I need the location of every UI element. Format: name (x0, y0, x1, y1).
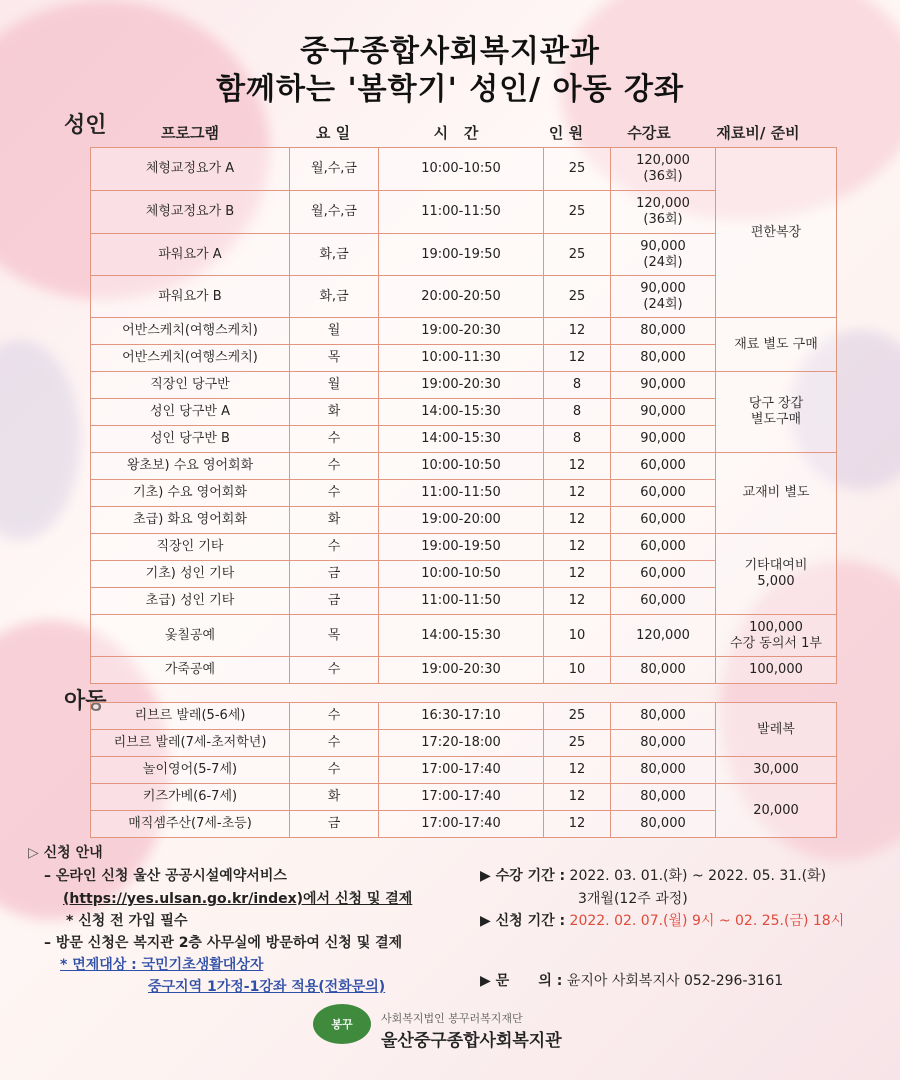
info-heading-text: 신청 안내 (43, 845, 103, 861)
fee-cell: 80,000 (611, 757, 716, 784)
capacity-cell: 12 (544, 784, 611, 811)
program-name-cell: 직장인 기타 (91, 534, 290, 561)
program-name-cell: 직장인 당구반 (91, 372, 290, 399)
program-name-cell: 왕초보) 수요 영어회화 (91, 453, 290, 480)
days-cell: 금 (290, 811, 379, 838)
time-cell: 10:00-10:50 (379, 561, 544, 588)
capacity-cell: 12 (544, 561, 611, 588)
fee-cell: 60,000 (611, 561, 716, 588)
header-capacity: 인 원 (548, 124, 584, 142)
fee-cell: 80,000 (611, 318, 716, 345)
time-cell: 14:00-15:30 (379, 399, 544, 426)
time-cell: 17:00-17:40 (379, 784, 544, 811)
capacity-cell: 12 (544, 480, 611, 507)
time-cell: 16:30-17:10 (379, 703, 544, 730)
program-name-cell: 초급) 화요 영어회화 (91, 507, 290, 534)
page-title-line2: 함께하는 '봄학기' 성인/ 아동 강좌 (216, 72, 684, 107)
capacity-cell: 12 (544, 318, 611, 345)
capacity-cell: 12 (544, 534, 611, 561)
days-cell: 월,수,금 (290, 191, 379, 234)
dash-marker: – (44, 935, 56, 951)
fee-cell: 60,000 (611, 588, 716, 615)
capacity-cell: 12 (544, 507, 611, 534)
fee-cell: 80,000 (611, 811, 716, 838)
org-logo: 봉꾸 (313, 1004, 371, 1044)
time-cell: 19:00-19:50 (379, 234, 544, 276)
days-cell: 월 (290, 318, 379, 345)
days-cell: 화 (290, 784, 379, 811)
page-title-line1: 중구종합사회복지관과 (300, 34, 600, 69)
days-cell: 수 (290, 480, 379, 507)
days-cell: 금 (290, 561, 379, 588)
days-cell: 월,수,금 (290, 148, 379, 191)
days-cell: 화 (290, 399, 379, 426)
days-cell: 수 (290, 757, 379, 784)
online-apply-url[interactable]: (https://yes.ulsan.go.kr/index)에서 신청 및 결제 (63, 891, 413, 907)
program-name-cell: 리브르 발레(7세-초저학년) (91, 730, 290, 757)
days-cell: 화,금 (290, 276, 379, 318)
capacity-cell: 8 (544, 426, 611, 453)
contact-value: 윤지아 사회복지사 052-296-3161 (566, 973, 784, 989)
fee-cell: 80,000 (611, 657, 716, 684)
dash-marker: – (44, 868, 56, 884)
days-cell: 수 (290, 657, 379, 684)
fee-cell: 90,000 (611, 372, 716, 399)
materials-cell: 기타대여비 5,000 (716, 534, 837, 615)
time-cell: 10:00-11:30 (379, 345, 544, 372)
table-row (91, 757, 837, 784)
section-label-child: 아동 (64, 689, 107, 714)
fee-cell: 120,000 (36회) (611, 148, 716, 191)
days-cell: 화,금 (290, 234, 379, 276)
time-cell: 19:00-20:30 (379, 372, 544, 399)
materials-cell: 편한복장 (716, 148, 837, 318)
table-row (91, 148, 837, 191)
materials-cell: 100,000 수강 동의서 1부 (716, 615, 837, 657)
program-name-cell: 성인 당구반 A (91, 399, 290, 426)
time-cell: 14:00-15:30 (379, 426, 544, 453)
program-name-cell: 어반스케치(여행스케치) (91, 318, 290, 345)
program-name-cell: 리브르 발레(5-6세) (91, 703, 290, 730)
capacity-cell: 25 (544, 191, 611, 234)
days-cell: 금 (290, 588, 379, 615)
fee-cell: 120,000 (611, 615, 716, 657)
program-name-cell: 매직셈주산(7세-초등) (91, 811, 290, 838)
materials-cell: 100,000 (716, 657, 837, 684)
days-cell: 수 (290, 703, 379, 730)
days-cell: 수 (290, 453, 379, 480)
course-period-value: 2022. 03. 01.(화) ~ 2022. 05. 31.(화) (569, 868, 827, 884)
capacity-cell: 25 (544, 276, 611, 318)
child-course-table (90, 702, 837, 838)
course-period (480, 865, 826, 885)
fee-cell: 60,000 (611, 507, 716, 534)
contact-line (480, 970, 783, 990)
table-row (91, 372, 837, 399)
time-cell: 17:00-17:40 (379, 811, 544, 838)
exempt-target-line: * 면제대상 : 국민기초생활대상자 (60, 957, 264, 973)
materials-cell: 발레복 (716, 703, 837, 757)
time-cell: 20:00-20:50 (379, 276, 544, 318)
info-heading (28, 842, 103, 862)
contact-label: ▶ 문 의 : (480, 973, 563, 989)
adult-course-table (90, 147, 837, 684)
capacity-cell: 10 (544, 657, 611, 684)
program-name-cell: 옻칠공예 (91, 615, 290, 657)
program-name-cell: 놀이영어(5-7세) (91, 757, 290, 784)
time-cell: 19:00-20:30 (379, 657, 544, 684)
apply-period-value: 2022. 02. 07.(월) 9시 ~ 02. 25.(금) 18시 (569, 913, 845, 929)
days-cell: 화 (290, 507, 379, 534)
program-name-cell: 기초) 성인 기타 (91, 561, 290, 588)
capacity-cell: 12 (544, 811, 611, 838)
days-cell: 수 (290, 730, 379, 757)
program-name-cell: 키즈가베(6-7세) (91, 784, 290, 811)
fee-cell: 80,000 (611, 703, 716, 730)
capacity-cell: 25 (544, 730, 611, 757)
time-cell: 10:00-10:50 (379, 148, 544, 191)
time-cell: 19:00-20:00 (379, 507, 544, 534)
materials-cell: 20,000 (716, 784, 837, 838)
capacity-cell: 12 (544, 757, 611, 784)
materials-cell: 30,000 (716, 757, 837, 784)
days-cell: 목 (290, 345, 379, 372)
header-materials: 재료비/ 준비 (716, 124, 800, 142)
online-apply-note: * 신청 전 가입 필수 (66, 913, 188, 929)
table-row (91, 657, 837, 684)
visit-apply-line (44, 932, 402, 952)
table-row (91, 534, 837, 561)
capacity-cell: 25 (544, 703, 611, 730)
fee-cell: 90,000 (611, 399, 716, 426)
visit-apply-text: 방문 신청은 복지관 2층 사무실에 방문하여 신청 및 결제 (55, 935, 403, 951)
time-cell: 11:00-11:50 (379, 191, 544, 234)
table-row (91, 453, 837, 480)
fee-cell: 60,000 (611, 453, 716, 480)
time-cell: 17:20-18:00 (379, 730, 544, 757)
online-apply-text: 온라인 신청 울산 공공시설예약서비스 (55, 868, 287, 884)
header-fee: 수강료 (627, 124, 671, 142)
capacity-cell: 25 (544, 148, 611, 191)
table-row (91, 615, 837, 657)
header-program: 프로그램 (161, 124, 219, 142)
fee-cell: 90,000 (24회) (611, 276, 716, 318)
days-cell: 목 (290, 615, 379, 657)
decorative-leaves (0, 340, 80, 540)
program-name-cell: 기초) 수요 영어회화 (91, 480, 290, 507)
days-cell: 수 (290, 534, 379, 561)
materials-cell: 교재비 별도 (716, 453, 837, 534)
capacity-cell: 12 (544, 588, 611, 615)
time-cell: 19:00-19:50 (379, 534, 544, 561)
days-cell: 수 (290, 426, 379, 453)
header-days: 요 일 (315, 124, 351, 142)
program-name-cell: 가죽공예 (91, 657, 290, 684)
time-cell: 10:00-10:50 (379, 453, 544, 480)
time-cell: 11:00-11:50 (379, 480, 544, 507)
exempt-target-detail: 중구지역 1가정-1강좌 적용(전화문의) (148, 979, 386, 995)
time-cell: 14:00-15:30 (379, 615, 544, 657)
days-cell: 월 (290, 372, 379, 399)
triangle-icon: ▷ (28, 845, 39, 861)
course-period-label: ▶ 수강 기간 : (480, 868, 566, 884)
table-row (91, 703, 837, 730)
fee-cell: 60,000 (611, 534, 716, 561)
header-time: 시 간 (433, 124, 479, 142)
org-name: 울산중구종합사회복지관 (381, 1031, 562, 1051)
online-apply-line (44, 865, 287, 885)
program-name-cell: 파워요가 A (91, 234, 290, 276)
apply-period (480, 910, 844, 930)
program-name-cell: 체형교정요가 A (91, 148, 290, 191)
program-name-cell: 성인 당구반 B (91, 426, 290, 453)
capacity-cell: 25 (544, 234, 611, 276)
apply-period-label: ▶ 신청 기간 : (480, 913, 566, 929)
program-name-cell: 초급) 성인 기타 (91, 588, 290, 615)
capacity-cell: 12 (544, 345, 611, 372)
capacity-cell: 12 (544, 453, 611, 480)
table-row (91, 784, 837, 811)
time-cell: 19:00-20:30 (379, 318, 544, 345)
time-cell: 17:00-17:40 (379, 757, 544, 784)
foundation-name: 사회복지법인 봉꾸러복지재단 (381, 1012, 523, 1025)
fee-cell: 60,000 (611, 480, 716, 507)
fee-cell: 90,000 (611, 426, 716, 453)
fee-cell: 80,000 (611, 345, 716, 372)
materials-cell: 재료 별도 구매 (716, 318, 837, 372)
program-name-cell: 파워요가 B (91, 276, 290, 318)
program-name-cell: 어반스케치(여행스케치) (91, 345, 290, 372)
fee-cell: 120,000 (36회) (611, 191, 716, 234)
capacity-cell: 8 (544, 399, 611, 426)
fee-cell: 80,000 (611, 784, 716, 811)
time-cell: 11:00-11:50 (379, 588, 544, 615)
course-period-sub: 3개월(12주 과정) (578, 891, 688, 907)
capacity-cell: 8 (544, 372, 611, 399)
section-label-adult: 성인 (64, 113, 107, 138)
capacity-cell: 10 (544, 615, 611, 657)
program-name-cell: 체형교정요가 B (91, 191, 290, 234)
fee-cell: 90,000 (24회) (611, 234, 716, 276)
materials-cell: 당구 장갑 별도구매 (716, 372, 837, 453)
table-row (91, 318, 837, 345)
fee-cell: 80,000 (611, 730, 716, 757)
